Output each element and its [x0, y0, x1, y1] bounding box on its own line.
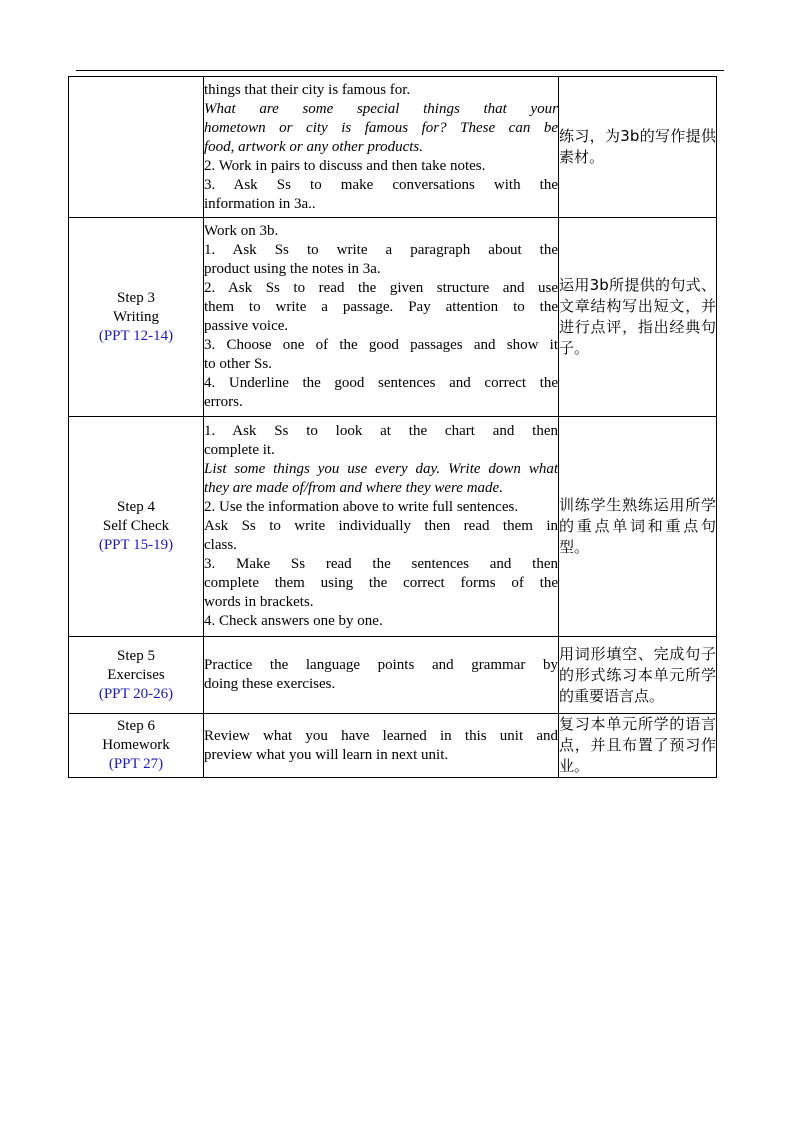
ppt-reference: (PPT 12-14) — [98, 327, 174, 344]
step-number: Step 6 — [117, 718, 155, 734]
procedure-line: them to write a passage. Pay attention to the — [204, 299, 558, 315]
procedure-line: 4. Check answers one by one. — [204, 613, 383, 629]
procedure-line: complete them using the correct forms of the — [204, 575, 558, 591]
procedure-line: doing these exercises. — [204, 676, 336, 692]
procedure-line: List some things you use every day. Write down what — [204, 461, 558, 477]
procedure-line: words in brackets. — [204, 594, 314, 610]
step-number: Step 4 — [117, 499, 155, 515]
step-cell — [69, 714, 204, 778]
procedure-cell — [204, 417, 559, 637]
notes-text: 用词形填空、完成句子的形式练习本单元所学的重要语言点。 — [559, 644, 716, 705]
procedure-cell — [204, 218, 559, 417]
procedure-line: food, artwork or any other products. — [204, 138, 424, 155]
ppt-reference: (PPT 27) — [108, 756, 164, 772]
notes-text: 复习本单元所学的语言点，并且布置了预习作业。 — [559, 715, 716, 775]
step-cell — [69, 218, 204, 417]
procedure-line: passive voice. — [204, 318, 289, 334]
lesson-plan-table — [68, 76, 717, 778]
procedure-line: Practice the language points and grammar by — [204, 657, 558, 673]
procedure-line: 2. Use the information above to write full sentences. — [204, 499, 519, 515]
step-title: Exercises — [107, 666, 165, 683]
procedure-line: Review what you have learned in this unit and — [204, 727, 558, 744]
procedure-cell — [204, 637, 559, 714]
procedure-line: class. — [204, 537, 237, 553]
procedure-line: Ask Ss to write individually then read them in — [204, 518, 558, 534]
procedure-line: 1. Ask Ss to look at the chart and then — [204, 423, 558, 439]
procedure-line: What are some special things that your — [204, 100, 558, 117]
table-row — [69, 77, 717, 218]
procedure-line: information in 3a.. — [204, 195, 316, 212]
procedure-line: preview what you will learn in next unit. — [204, 746, 449, 763]
procedure-line: 2. Ask Ss to read the given structure and use — [204, 280, 558, 296]
ppt-reference: (PPT 15-19) — [98, 537, 174, 553]
notes-cell — [559, 218, 717, 417]
procedure-line: to other Ss. — [204, 356, 272, 372]
table-row — [69, 714, 717, 778]
procedure-cell — [204, 714, 559, 778]
procedure-line: Work on 3b. — [204, 223, 279, 239]
procedure-line: errors. — [204, 394, 243, 410]
step-cell — [69, 417, 204, 637]
header-rule — [76, 70, 724, 71]
ppt-reference: (PPT 20-26) — [98, 685, 174, 702]
step-number: Step 3 — [117, 289, 155, 306]
notes-text: 练习，为3b的写作提供素材。 — [559, 127, 716, 166]
step-title: Homework — [102, 737, 170, 753]
notes-text: 训练学生熟练运用所学的重点单词和重点句型。 — [559, 496, 716, 556]
procedure-cell — [204, 77, 559, 218]
step-title: Self Check — [102, 518, 170, 534]
procedure-line: 1. Ask Ss to write a paragraph about the — [204, 242, 558, 258]
procedure-line: 3. Make Ss read the sentences and then — [204, 556, 558, 572]
procedure-line: 3. Choose one of the good passages and show it — [204, 337, 558, 353]
notes-text: 运用3b所提供的句式、文章结构写出短文，并进行点评，指出经典句子。 — [559, 276, 716, 357]
procedure-line: things that their city is famous for. — [204, 81, 411, 98]
procedure-line: product using the notes in 3a. — [204, 261, 381, 277]
notes-cell — [559, 637, 717, 714]
step-title: Writing — [112, 308, 160, 325]
procedure-line: hometown or city is famous for? These can be — [204, 119, 558, 136]
table-row — [69, 637, 717, 714]
table-row — [69, 417, 717, 637]
step-number: Step 5 — [117, 647, 155, 664]
notes-cell — [559, 417, 717, 637]
notes-cell — [559, 714, 717, 778]
procedure-line: 4. Underline the good sentences and correct the — [204, 375, 558, 391]
notes-cell — [559, 77, 717, 218]
table-row — [69, 218, 717, 417]
procedure-line: 3. Ask Ss to make conversations with the — [204, 176, 558, 193]
step-cell — [69, 637, 204, 714]
procedure-line: 2. Work in pairs to discuss and then take notes. — [204, 157, 486, 174]
procedure-line: they are made of/from and where they were made. — [204, 480, 503, 496]
procedure-line: complete it. — [204, 442, 275, 458]
step-cell — [69, 77, 204, 218]
